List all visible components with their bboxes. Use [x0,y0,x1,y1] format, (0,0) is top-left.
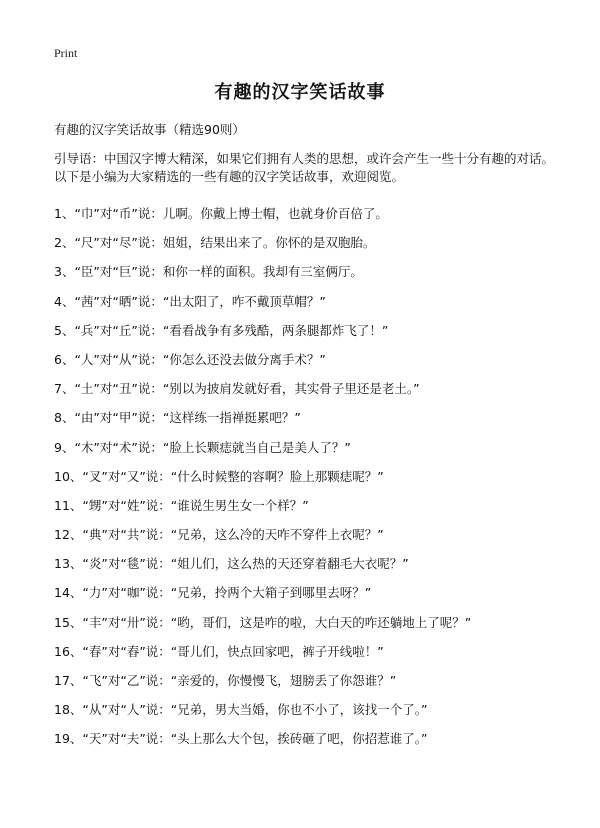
list-item: 5、“兵”对“丘”说：“看看战争有多残酷，两条腿都炸飞了！” [54,322,389,338]
subtitle: 有趣的汉字笑话故事（精选90则） [54,122,245,137]
list-item: 15、“丰”对“卅”说：“哟，哥们，这是咋的啦，大白天的咋还躺地上了呢？” [54,614,472,630]
list-item: 10、“叉”对“又”说：“什么时候整的容啊？脸上那颗痣呢？” [54,468,384,484]
joke-list [54,205,471,760]
intro-paragraph: 引导语：中国汉字博大精深，如果它们拥有人类的思想，或许会产生一些十分有趣的对话。以下是小编为大家精选的一些有趣的汉字笑话故事，欢迎阅览。 [54,151,555,184]
list-item: 3、“臣”对“巨”说：和你一样的面积。我却有三室俩厅。 [54,264,363,280]
list-item: 2、“尺”对“尽”说：姐姐，结果出来了。你怀的是双胞胎。 [54,235,376,251]
list-item: 14、“力”对“咖”说：“兄弟，拎两个大箱子到哪里去呀？” [54,585,372,601]
list-item: 12、“典”对“共”说：“兄弟，这么冷的天咋不穿件上衣呢？” [54,527,384,543]
list-item: 18、“从”对“人”说：“兄弟，男大当婚，你也不小了，该找一个了。” [54,702,428,718]
list-item: 16、“春”对“舂”说：“哥儿们，快点回家吧，裤子开线啦！” [54,643,384,659]
list-item: 8、“由”对“甲”说：“这样练一指禅挺累吧？” [54,410,301,426]
list-item: 11、“甥”对“姓”说：“谁说生男生女一个样？” [54,497,309,513]
list-item: 7、“土”对“丑”说：“别以为披肩发就好看，其实骨子里还是老土。” [54,381,420,397]
list-item: 6、“人”对“从”说：“你怎么还没去做分离手术？” [54,351,326,367]
list-item: 13、“炎”对“毯”说：“姐儿们，这么热的天还穿着翻毛大衣呢？” [54,556,409,572]
list-item: 9、“木”对“术”说：“脸上长颗痣就当自己是美人了？” [54,439,351,455]
page-title: 有趣的汉字笑话故事 [214,82,386,103]
print-label: Print [54,46,78,60]
list-item: 4、“茜”对“晒”说：“出太阳了，咋不戴顶草帽？” [54,293,326,309]
list-item: 17、“飞”对“乙”说：“亲爱的，你慢慢飞，翅膀丢了你怨谁？” [54,673,397,688]
list-item: 19、“天”对“夫”说：“头上那么大个包，挨砖砸了吧，你招惹谁了。” [54,731,428,747]
list-item: 1、“巾”对“币”说：儿啊。你戴上博士帽，也就身价百倍了。 [54,206,388,221]
